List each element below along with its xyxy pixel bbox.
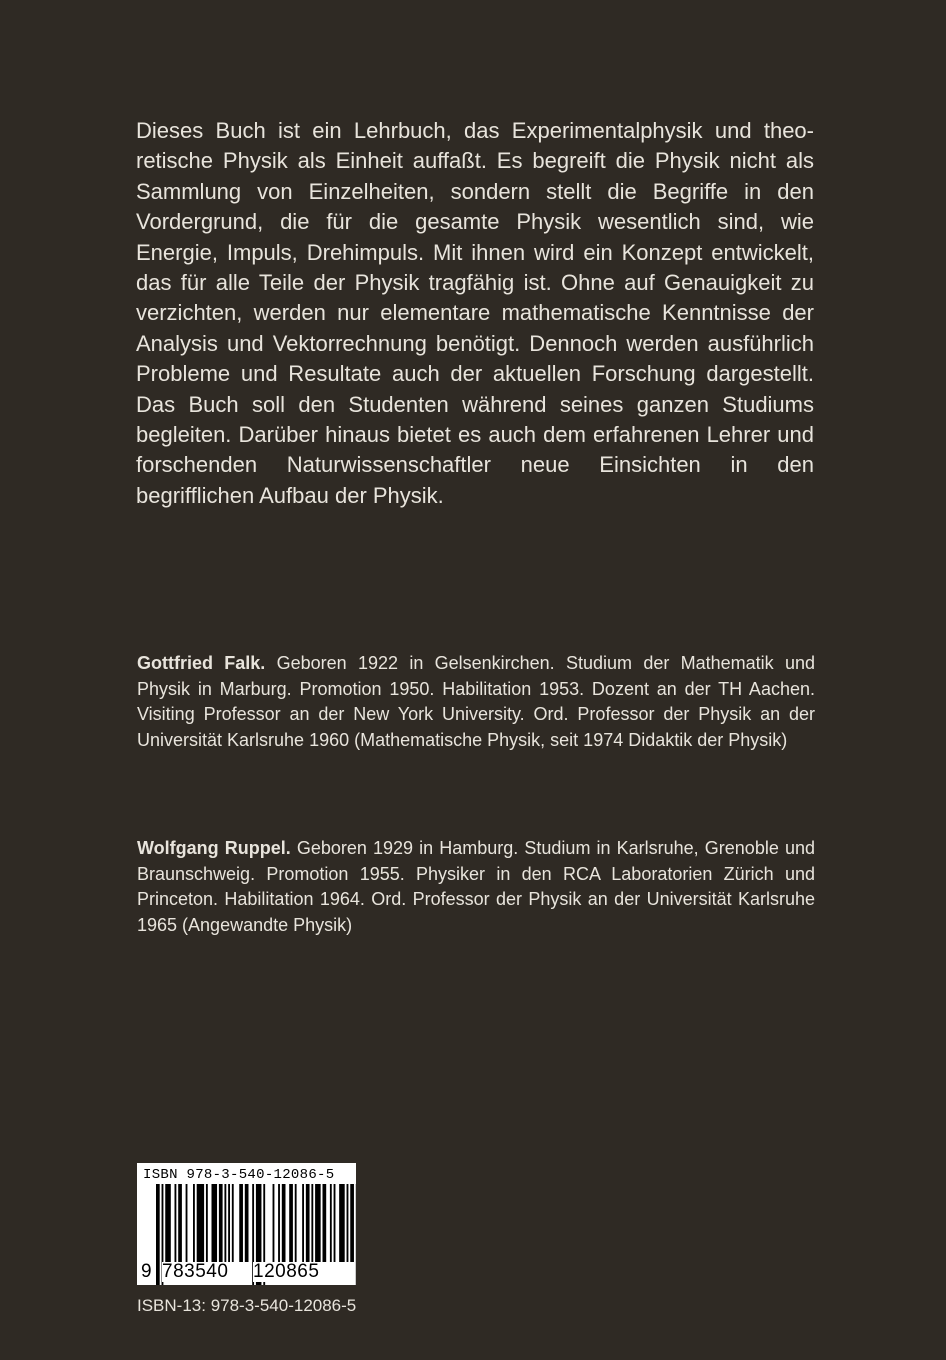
barcode-bar xyxy=(295,1184,297,1262)
author-bio-falk xyxy=(137,651,815,753)
barcode-bar xyxy=(347,1184,349,1262)
barcode-bar xyxy=(315,1184,321,1262)
barcode-bar xyxy=(311,1184,313,1262)
barcode-digit-first: 9 xyxy=(141,1261,153,1282)
barcode-digits-left: 783540 xyxy=(162,1261,229,1282)
barcode-bar xyxy=(197,1184,204,1262)
barcode-bar xyxy=(228,1184,230,1262)
barcode-isbn-label: ISBN 978-3-540-12086-5 xyxy=(143,1167,335,1183)
barcode-bar xyxy=(219,1184,223,1262)
barcode-bar xyxy=(302,1184,304,1262)
barcode-bar xyxy=(245,1184,249,1262)
barcode xyxy=(137,1163,356,1285)
barcode-bar xyxy=(232,1184,234,1262)
barcode-bar xyxy=(289,1184,293,1262)
barcode-bar xyxy=(323,1184,327,1262)
barcode-bar xyxy=(156,1184,160,1285)
barcode-bar xyxy=(186,1184,188,1262)
barcode-bar xyxy=(193,1184,195,1262)
barcode-bar xyxy=(212,1184,218,1262)
barcode-bar xyxy=(165,1184,171,1262)
barcode-bar xyxy=(330,1184,332,1262)
barcode-bar xyxy=(273,1184,275,1262)
barcode-digits-right: 120865 xyxy=(253,1261,320,1282)
barcode-bar xyxy=(350,1184,354,1262)
barcode-bar xyxy=(224,1184,226,1262)
barcode-bar xyxy=(339,1184,345,1262)
author-bio-ruppel xyxy=(137,836,815,938)
barcode-bar xyxy=(239,1184,243,1262)
author-bio-text: Geboren 1929 in Hamburg. Studium in Karlsruhe, Grenoble und Braunschweig. Promotion 1955. Physiker in den RCA Laboratorien Zürich und Princeton. Habilitation 1964. Ord. Professor der Physik an der Universität Karlsruhe 1965 (Angewandte Physik) xyxy=(137,838,815,935)
author-name: Gottfried Falk. xyxy=(137,653,266,673)
author-name: Wolfgang Ruppel. xyxy=(137,838,291,858)
barcode-bar xyxy=(206,1184,208,1262)
book-description: Dieses Buch ist ein Lehrbuch, das Experimentalphysik und theoretische Physik als Einheit auffaßt. Es begreift die Physik nicht als Sammlung von Einzelheiten, sondern stellt die Begriffe in den Vordergrund, die für die gesamte Physik wesentlich sind, wie Energie, Impuls, Drehimpuls. Mit ihnen wird ein Konzept entwickelt, das für alle Teile der Physik tragfähig ist. Ohne auf Genauigkeit zu verzichten, werden nur elementare mathematische Kenntnisse der Analysis und Vektorrechnung benötigt. Dennoch werden ausführlich Probleme und Resultate auch der aktuellen Forschung dargestellt. Das Buch soll den Studenten während seines ganzen Studiums begleiten. Darüber hinaus bietet es auch dem erfahrenen Lehrer und forschenden Naturwissenschaftler neue Einsichten in den begrifflichen Aufbau der Physik. xyxy=(136,118,814,508)
barcode-bar xyxy=(306,1184,310,1262)
author-bio-text: Geboren 1922 in Gelsenkirchen. Studium der Mathematik und Physik in Marburg. Promotion 1950. Habilitation 1953. Dozent an der TH Aachen. Visiting Professor an der New York University. Ord. Professor der Physik an der Universität Karlsruhe 1960 (Mathematische Physik, seit 1974 Didaktik der Physik) xyxy=(137,653,815,750)
barcode-bar xyxy=(334,1184,336,1262)
barcode-bar xyxy=(282,1184,286,1262)
barcode-bar xyxy=(178,1184,182,1262)
barcode-bar xyxy=(175,1184,177,1262)
barcode-bar xyxy=(278,1184,280,1262)
isbn-13: ISBN-13: 978-3-540-12086-5 xyxy=(137,1296,357,1315)
